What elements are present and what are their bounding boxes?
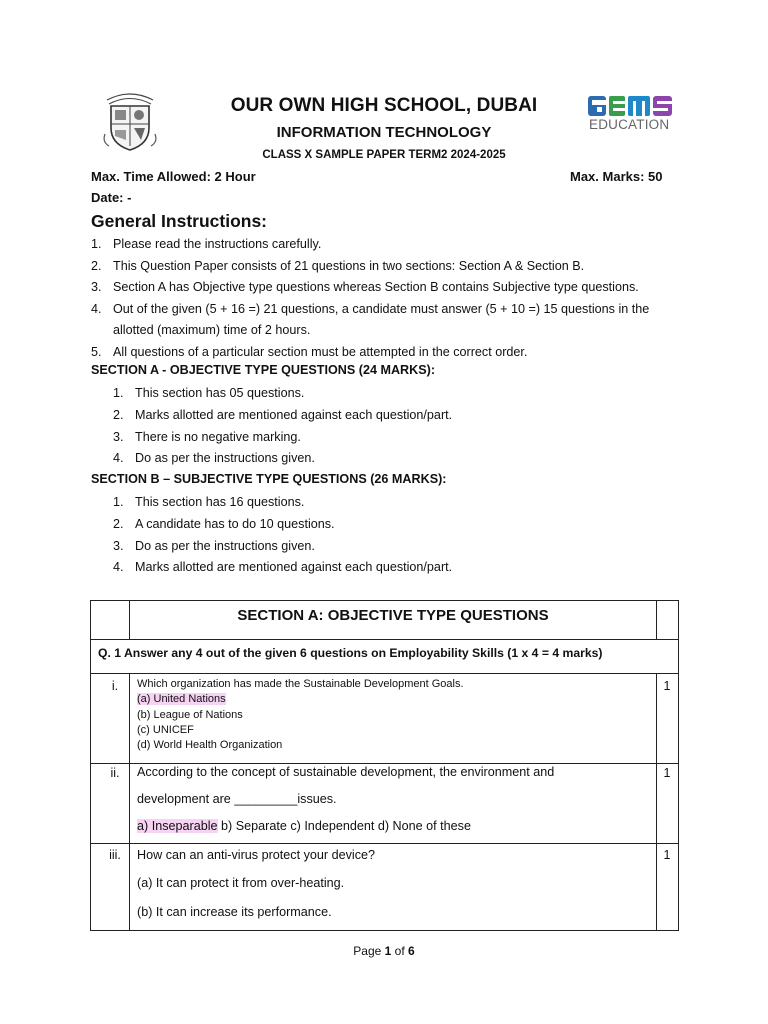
question-1-heading: Q. 1 Answer any 4 out of the given 6 questions on Employability Skills (1 x 4 = 4 marks) — [98, 646, 603, 660]
question-text — [137, 677, 464, 753]
table-border — [90, 930, 679, 931]
question-marks: 1 — [663, 848, 671, 862]
question-stem: Which organization has made the Sustainable Development Goals. — [137, 678, 464, 690]
section-a-item: 2. Marks allotted are mentioned against each question/part. — [113, 407, 453, 422]
option-item: (b) League of Nations — [137, 708, 243, 721]
option-item: (b) It can increase its performance. — [137, 905, 332, 919]
question-number: iii. — [109, 848, 121, 862]
paper-title: CLASS X SAMPLE PAPER TERM2 2024-2025 — [262, 149, 506, 161]
section-b-item: 1. This section has 16 questions. — [113, 495, 305, 509]
section-b-heading: SECTION B – SUBJECTIVE TYPE QUESTIONS (26 MARKS): — [91, 472, 447, 486]
gems-wordmark-icon — [588, 95, 672, 117]
table-border — [90, 843, 679, 844]
question-marks: 1 — [663, 766, 671, 780]
highlighted-answer: a) Inseparable — [137, 819, 218, 833]
option-item: (a) United Nations — [137, 693, 226, 706]
table-border — [90, 763, 679, 764]
section-a-list — [113, 383, 673, 470]
school-name: OUR OWN HIGH SCHOOL, DUBAI — [230, 95, 538, 116]
option-item: (d) World Health Organization — [137, 739, 283, 752]
question-stem: According to the concept of sustainable development, the environment and — [137, 765, 555, 779]
section-b-item: 2. A candidate has to do 10 questions. — [113, 516, 335, 531]
section-a-item: 3. There is no negative marking. — [113, 429, 301, 444]
option-item: (c) UNICEF — [137, 723, 194, 736]
question-stem: How can an anti-virus protect your device? — [137, 848, 375, 862]
instruction-item: 3. Section A has Objective type questions whereas Section B contains Subjective type questions. — [91, 280, 639, 294]
instruction-item: 1. Please read the instructions carefully. — [91, 237, 322, 251]
general-instructions-title: General Instructions: — [91, 211, 268, 231]
section-a-item: 4. Do as per the instructions given. — [113, 451, 315, 466]
instruction-item: 4. Out of the given (5 + 16 =) 21 questions, a candidate must answer (5 + 10 =) 15 questions in the allotted (maximum) time of 2 hours. — [91, 301, 650, 337]
date-field: Date: - — [91, 190, 132, 205]
table-border — [90, 600, 91, 931]
instruction-item: 5. All questions of a particular section must be attempted in the correct order. — [91, 344, 528, 359]
max-time: Max. Time Allowed: 2 Hour — [91, 169, 256, 184]
section-a-item: 1. This section has 05 questions. — [113, 386, 305, 400]
table-border — [656, 600, 657, 640]
page-footer: Page 1 of 6 — [353, 944, 415, 958]
table-border — [656, 673, 657, 931]
section-b-item: 4. Marks allotted are mentioned against each question/part. — [113, 560, 453, 575]
table-border — [678, 600, 679, 931]
max-marks: Max. Marks: 50 — [570, 169, 663, 184]
section-b-list — [113, 492, 673, 579]
option-item: (a) It can protect it from over-heating. — [137, 876, 345, 890]
question-number: ii. — [110, 766, 120, 780]
question-stem: development are _________issues. — [137, 792, 337, 806]
subject-title: INFORMATION TECHNOLOGY — [276, 124, 492, 141]
table-border — [129, 673, 130, 931]
question-number: i. — [111, 679, 119, 693]
answer-options: a) Inseparable b) Separate c) Independent d) None of these — [137, 819, 471, 833]
instruction-item: 2. This Question Paper consists of 21 questions in two sections: Section A & Section B. — [91, 258, 585, 273]
question-marks: 1 — [663, 679, 671, 693]
section-a-table-title: SECTION A: OBJECTIVE TYPE QUESTIONS — [237, 607, 549, 624]
table-border — [90, 639, 679, 640]
table-border — [90, 673, 679, 674]
table-border — [90, 600, 679, 601]
gems-education-logo — [588, 95, 678, 137]
general-instructions-list — [91, 234, 691, 363]
section-a-heading: SECTION A - OBJECTIVE TYPE QUESTIONS (24 MARKS): — [91, 363, 436, 377]
gems-education-label: EDUCATION — [589, 117, 670, 132]
section-b-item: 3. Do as per the instructions given. — [113, 538, 315, 553]
